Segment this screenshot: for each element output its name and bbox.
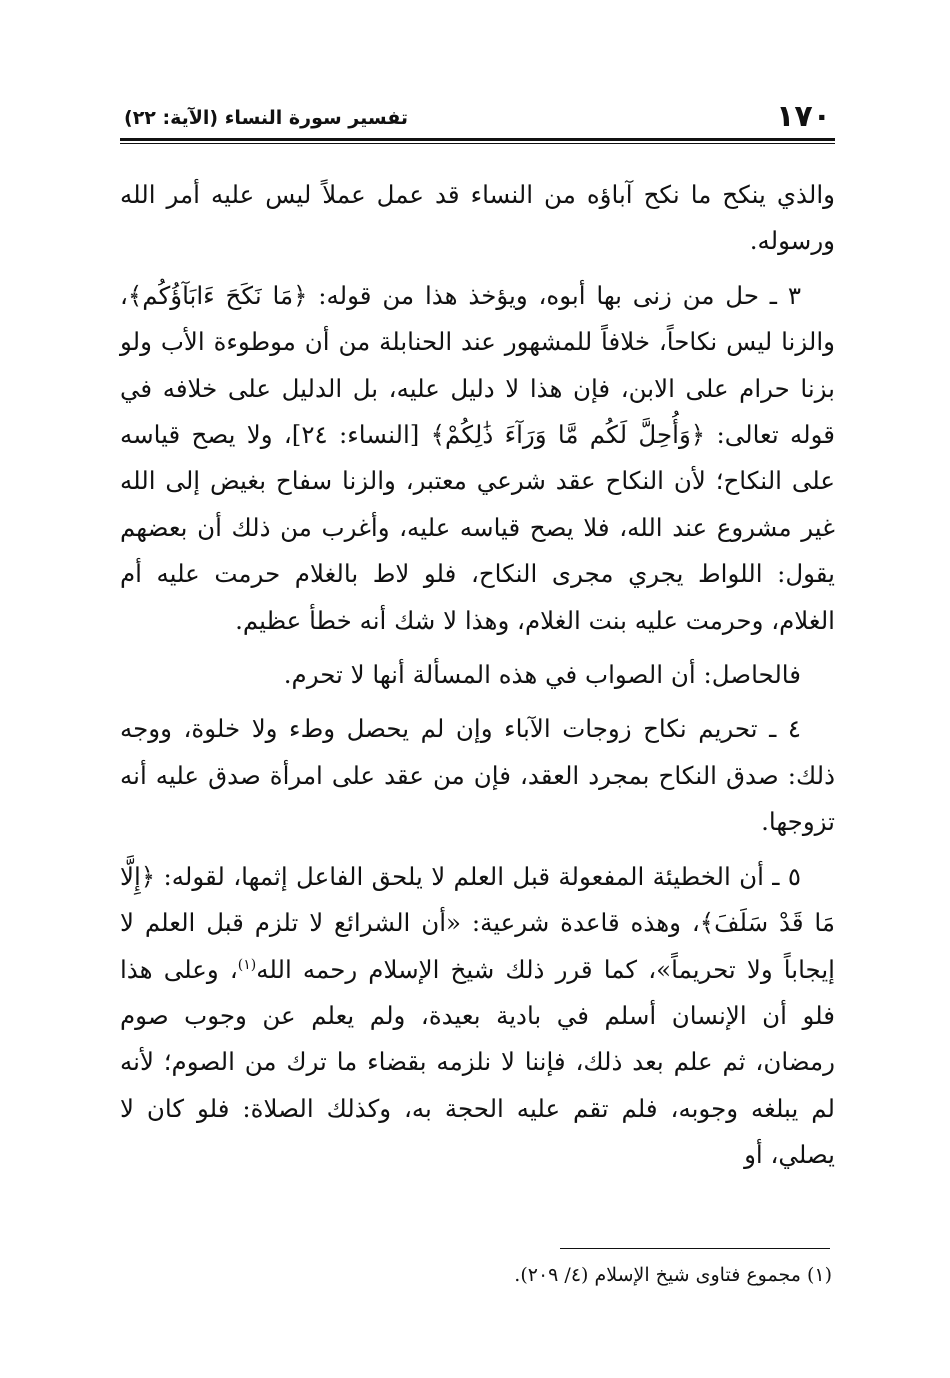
footnote: (١) مجموع فتاوى شيخ الإسلام (٤/ ٢٠٩). (514, 1264, 832, 1286)
paragraph-4: ٤ ـ تحريم نكاح زوجات الآباء وإن لم يحصل وطء ولا خلوة، ووجه ذلك: صدق النكاح بمجرد العقد، فإن من عقد على امرأة صدق عليه أنه تزوجها. (120, 714, 835, 837)
paragraph-5-part-1: ٥ ـ أن الخطيئة المفعولة قبل العلم لا يلحق الفاعل إثمها، لقوله: ﴿إِلَّا مَا قَدْ سَلَفَ﴾، وهذه قاعدة شرعية: «أن الشرائع لا تلزم قبل العلم لا إيجاباً ولا تحريماً»، كما قرر ذلك شيخ الإسلام رحمه الله (120, 861, 835, 984)
book-page (120, 88, 835, 1187)
paragraph-1: والذي ينكح ما نكح آباؤه من النساء قد عمل عملاً ليس عليه أمر الله ورسوله. (120, 180, 835, 256)
header-rule-thick (120, 138, 835, 141)
paragraph-3: فالحاصل: أن الصواب في هذه المسألة أنها لا تحرم. (283, 660, 801, 690)
paragraph-2: ٣ ـ حل من زنى بها أبوه، ويؤخذ هذا من قوله: ﴿مَا نَكَحَ ءَابَآؤُكُم﴾، والزنا ليس نكاحاً، خلافاً للمشهور عند الحنابلة من أن موطوءة الأب ولو بزنا حرام على الابن، فإن هذا لا دليل عليه، بل الدليل على خلافه في قوله تعالى: ﴿وَأُحِلَّ لَكُم مَّا وَرَآءَ ذَٰلِكُمْ﴾ [النساء: ٢٤]، ولا يصح قياسه على النكاح؛ لأن النكاح عقد شرعي معتبر، والزنا سفاح بغيض إلى الله غير مشروع عند الله، فلا يصح قياسه عليه، وأغرب من ذلك أن بعضهم يقول: اللواط يجري مجرى النكاح، فلو لاط بالغلام حرمت عليه أم الغلام، وحرمت عليه بنت الغلام، وهذا لا شك أنه خطأ عظيم. (120, 280, 835, 635)
header-rule-thin (120, 143, 835, 144)
footnote-reference: (١) (237, 956, 257, 973)
body-text (120, 172, 835, 1179)
page-header (120, 88, 835, 132)
paragraph-5 (120, 854, 835, 1179)
page-number: ١٧٠ (776, 99, 831, 134)
running-title: تفسير سورة النساء (الآية: ٢٢) (124, 107, 409, 129)
footnote-separator (560, 1248, 830, 1249)
paragraph-5-part-2: ، وعلى هذا فلو أن الإنسان أسلم في بادية بعيدة، ولم يعلم عن وجوب صوم رمضان، ثم علم بعد ذلك، فإننا لا نلزمه بقضاء ما ترك من الصوم؛ لأنه لم يبلغه وجوبه، فلم تقم عليه الحجة به، وكذلك الصلاة: فلو كان لا يصلي، أو (120, 954, 835, 1170)
